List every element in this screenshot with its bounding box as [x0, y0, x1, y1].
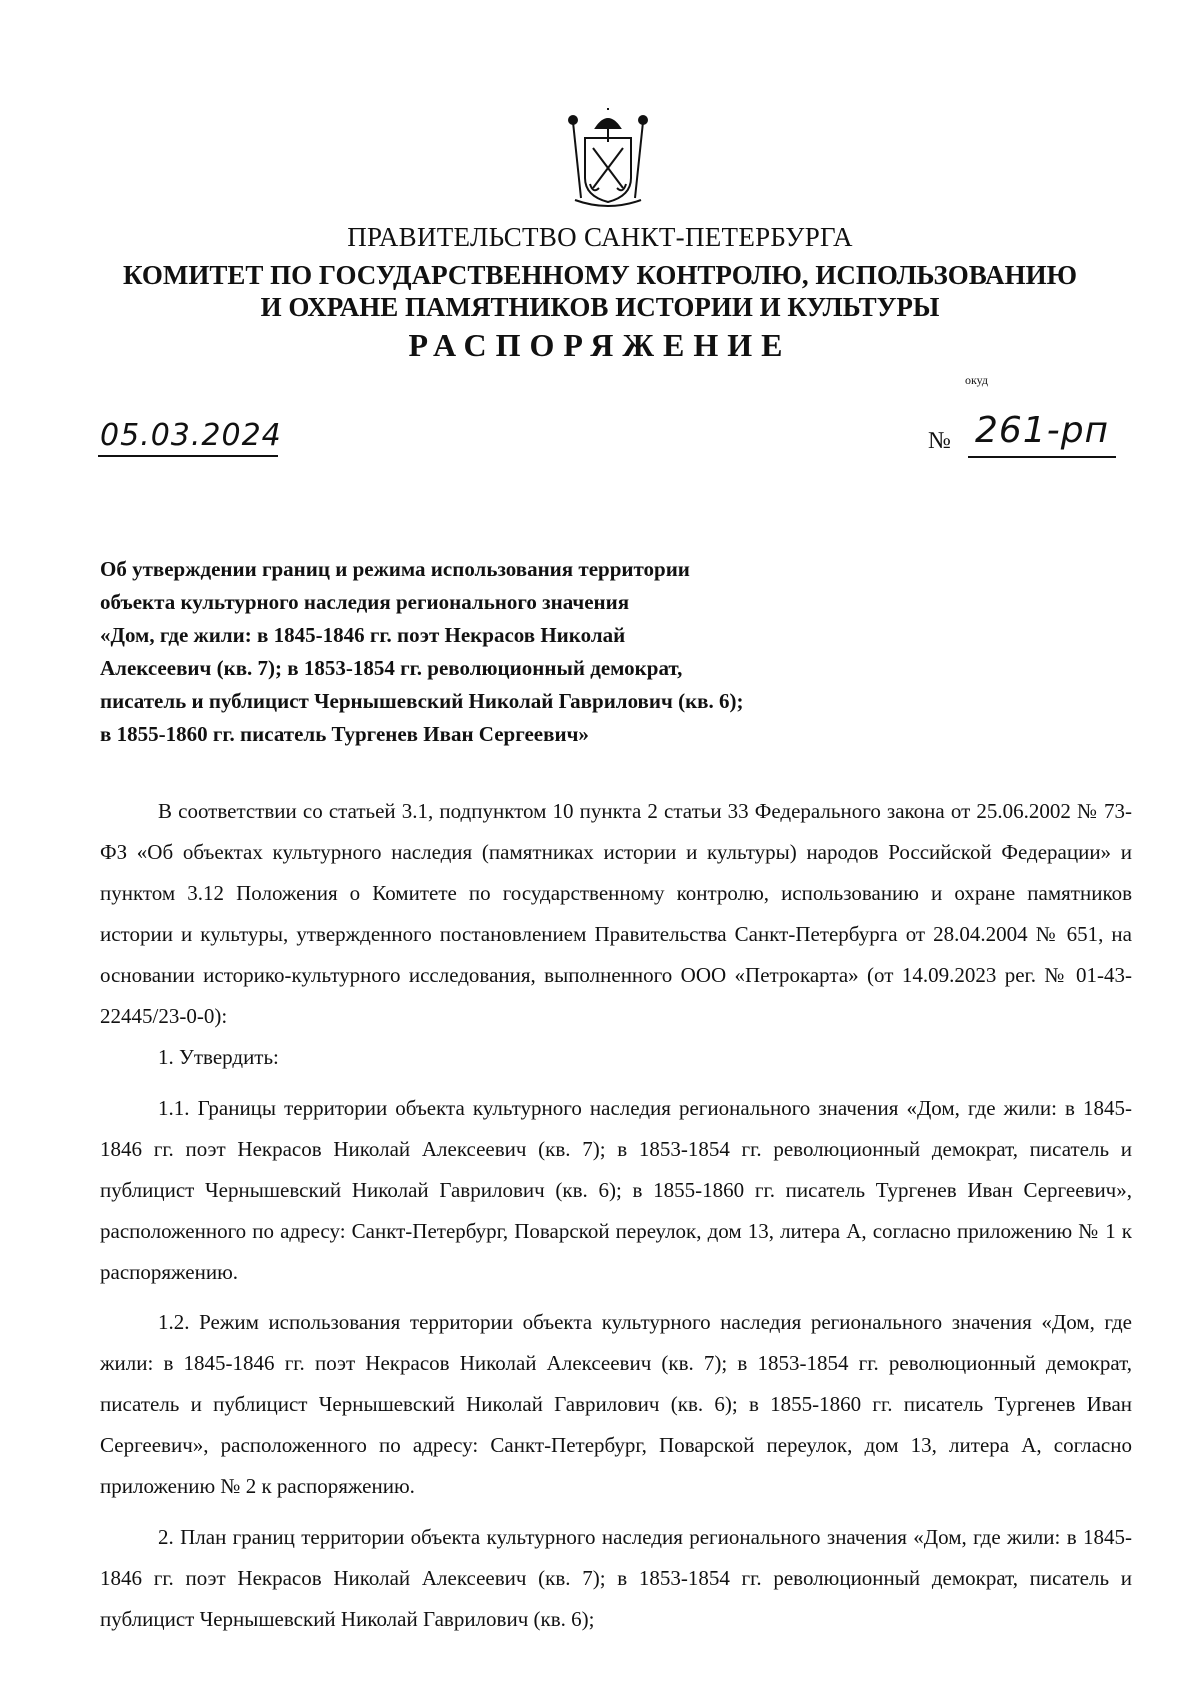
- body-paragraph-item-1-2: 1.2. Режим использования территории объекта культурного наследия регионального значения «Дом, где жили: в 1845-1846 гг. поэт Некрасов Николай Алексеевич (кв. 7); в 1853-1854 гг. революционный демократ, писатель и публицист Чернышевский Николай Гаврилович (кв. 6); в 1855-1860 гг. писатель Тургенев Иван Сергеевич», расположенного по адресу: Санкт-Петербург, Поварской переулок, дом 13, литера А, согласно приложению № 2 к распоряжению.: [100, 1310, 1132, 1498]
- subject-line: объекта культурного наследия регионального значения: [100, 590, 630, 614]
- number-underline: [968, 456, 1116, 458]
- document-date: 05.03.2024: [100, 418, 282, 453]
- subject-line: в 1855-1860 гг. писатель Тургенев Иван Сергеевич»: [100, 722, 589, 746]
- committee-name-line1: КОМИТЕТ ПО ГОСУДАРСТВЕННОМУ КОНТРОЛЮ, ИСПОЛЬЗОВАНИЮ: [123, 260, 1077, 290]
- document-type-title: РАСПОРЯЖЕНИЕ: [408, 327, 792, 363]
- subject-line: Алексеевич (кв. 7); в 1853-1854 гг. революционный демократ,: [100, 656, 683, 680]
- document-subject: [100, 553, 860, 751]
- document-body: [100, 791, 1132, 1649]
- body-paragraph-item-2: 2. План границ территории объекта культурного наследия регионального значения «Дом, где жили: в 1845-1846 гг. поэт Некрасов Николай Алексеевич (кв. 7); в 1853-1854 гг. революционный демократ, писатель и публицист Чернышевский Николай Гаврилович (кв. 6);: [100, 1524, 1132, 1631]
- coat-of-arms-emblem: [563, 108, 653, 210]
- body-paragraph-item-1: 1. Утвердить:: [158, 1045, 279, 1069]
- subject-line: «Дом, где жили: в 1845-1846 гг. поэт Некрасов Николай: [100, 623, 626, 647]
- subject-line: Об утверждении границ и режима использования территории: [100, 557, 690, 581]
- number-sign: №: [928, 428, 951, 454]
- committee-name: [0, 259, 1200, 323]
- government-name: ПРАВИТЕЛЬСТВО САНКТ-ПЕТЕРБУРГА: [347, 222, 853, 252]
- okud-label: окуд: [965, 373, 989, 387]
- body-paragraph-item-1-1: 1.1. Границы территории объекта культурного наследия регионального значения «Дом, где жили: в 1845-1846 гг. поэт Некрасов Николай Алексеевич (кв. 7); в 1853-1854 гг. революционный демократ, писатель и публицист Чернышевский Николай Гаврилович (кв. 6); в 1855-1860 гг. писатель Тургенев Иван Сергеевич», расположенного по адресу: Санкт-Петербург, Поварской переулок, дом 13, литера А, согласно приложению № 1 к распоряжению.: [100, 1095, 1132, 1284]
- subject-line: писатель и публицист Чернышевский Николай Гаврилович (кв. 6);: [100, 689, 744, 713]
- date-underline: [98, 455, 278, 457]
- body-paragraph-preamble: В соответствии со статьей 3.1, подпунктом 10 пункта 2 статьи 33 Федерального закона от 25.06.2002 № 73-ФЗ «Об объектах культурного наследия (памятниках истории и культуры) народов Российской Федерации» и пунктом 3.12 Положения о Комитете по государственному контролю, использованию и охране памятников истории и культуры, утвержденного постановлением Правительства Санкт-Петербурга от 28.04.2004 № 651, на основании историко-культурного исследования, выполненного ООО «Петрокарта» (от 14.09.2023 рег. № 01-43-22445/23-0-0):: [100, 799, 1132, 1028]
- committee-name-line2: И ОХРАНЕ ПАМЯТНИКОВ ИСТОРИИ И КУЛЬТУРЫ: [260, 292, 940, 322]
- document-number: 261-рп: [975, 410, 1110, 451]
